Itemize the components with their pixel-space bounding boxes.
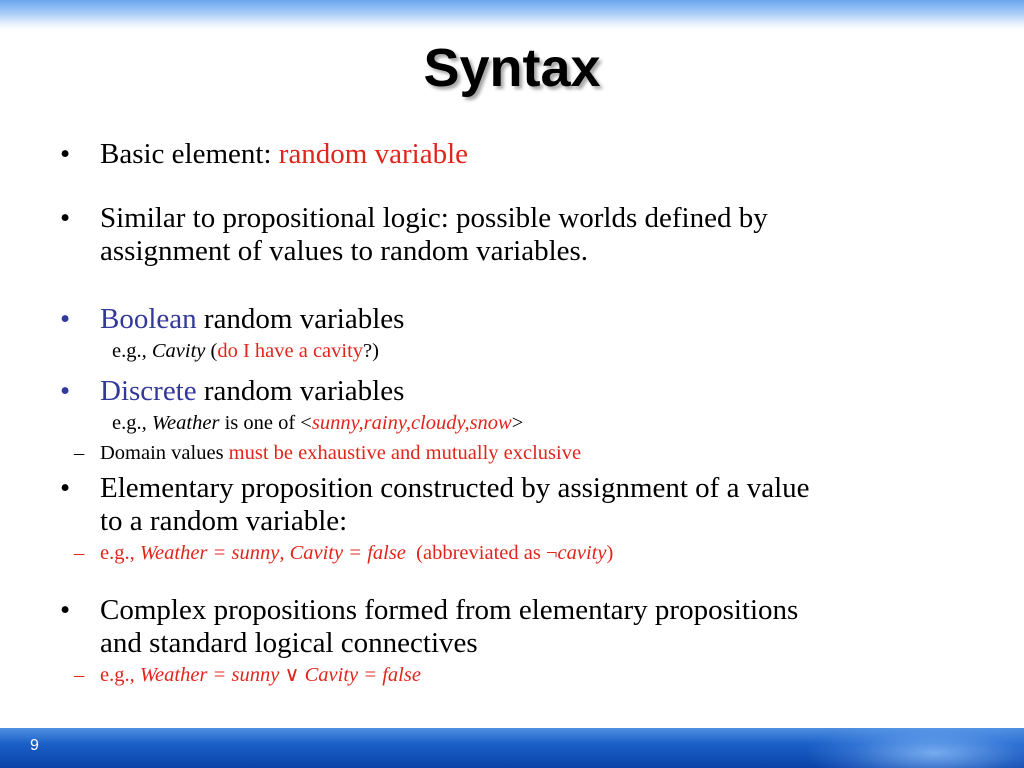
bullet-text-line1: Similar to propositional logic: possible worlds defined by: [100, 202, 768, 234]
example-discrete: [60, 408, 960, 438]
bullet-dot: •: [60, 303, 71, 335]
sub-dash: –: [74, 442, 85, 464]
eg-mid: is one of <: [219, 412, 312, 434]
eg-expression-2: Cavity = false: [304, 664, 421, 686]
sub-dash: –: [74, 542, 85, 564]
bullet-discrete: [60, 375, 960, 408]
eg-question: do I have a cavity: [217, 340, 364, 362]
eg-paren-close: ?): [363, 340, 379, 362]
band-glow: [804, 728, 1024, 768]
sub-domain-values: [60, 438, 960, 468]
bullet-text-line1: Complex propositions formed from elementary propositions: [100, 594, 799, 626]
slide-number: 9: [30, 737, 39, 754]
sub-text: Domain values: [100, 442, 229, 464]
bullet-dot: •: [60, 472, 71, 504]
eg-values: sunny,rainy,cloudy,snow: [311, 412, 512, 434]
sub-dash: –: [74, 664, 85, 686]
example-boolean: [60, 336, 960, 366]
bullet-text: Basic element:: [100, 138, 279, 170]
eg-prefix: e.g.,: [100, 542, 140, 564]
term-boolean: Boolean: [100, 303, 197, 335]
eg-comma: ,: [279, 542, 290, 564]
eg-abbr-var: cavity: [557, 542, 607, 564]
slide-title: Syntax: [423, 38, 601, 98]
bullet-text: random variables: [196, 303, 405, 335]
bullet-dot: •: [60, 202, 71, 234]
bullet-text-line2: to a random variable:: [100, 505, 348, 537]
bullet-dot: •: [60, 594, 71, 626]
eg-paren-open: (: [205, 340, 218, 362]
eg-prefix: e.g.,: [112, 412, 152, 434]
eg-close: >: [511, 412, 524, 434]
sub-complex-example: [60, 660, 960, 690]
bullet-text-line1: Elementary proposition constructed by assignment of a value: [100, 472, 810, 504]
eg-prefix: e.g.,: [100, 664, 140, 686]
bullet-propositional-logic: [60, 202, 960, 268]
eg-expression: Weather = sunny: [139, 664, 280, 686]
eg-expression: Weather = sunny: [139, 542, 280, 564]
bullet-dot: •: [60, 375, 71, 407]
sub-highlight: must be exhaustive and mutually exclusive: [228, 442, 582, 464]
bullet-complex-propositions: [60, 594, 960, 660]
term-discrete: Discrete: [100, 375, 197, 407]
sub-elementary-example: [60, 538, 960, 568]
bullet-elementary-proposition: [60, 472, 960, 538]
eg-abbr-close: ): [606, 542, 614, 564]
bullet-boolean: [60, 303, 960, 336]
eg-prefix: e.g.,: [112, 340, 152, 362]
bullet-basic-element: [60, 138, 960, 171]
eg-abbr-open: (abbreviated as ¬: [405, 542, 558, 564]
eg-expression-2: Cavity = false: [289, 542, 406, 564]
bullet-text-line2: assignment of values to random variables.: [100, 235, 589, 267]
bottom-gradient-band: [0, 728, 1024, 768]
highlight-random-variable: random variable: [278, 138, 469, 170]
bullet-text: random variables: [196, 375, 405, 407]
eg-variable: Weather: [151, 412, 220, 434]
bullet-dot: •: [60, 138, 71, 170]
slide-content: [60, 138, 960, 690]
bullet-text-line2: and standard logical connectives: [100, 627, 478, 659]
eg-variable: Cavity: [151, 340, 206, 362]
top-gradient-band: [0, 0, 1024, 30]
eg-or-symbol: ∨: [279, 664, 305, 686]
